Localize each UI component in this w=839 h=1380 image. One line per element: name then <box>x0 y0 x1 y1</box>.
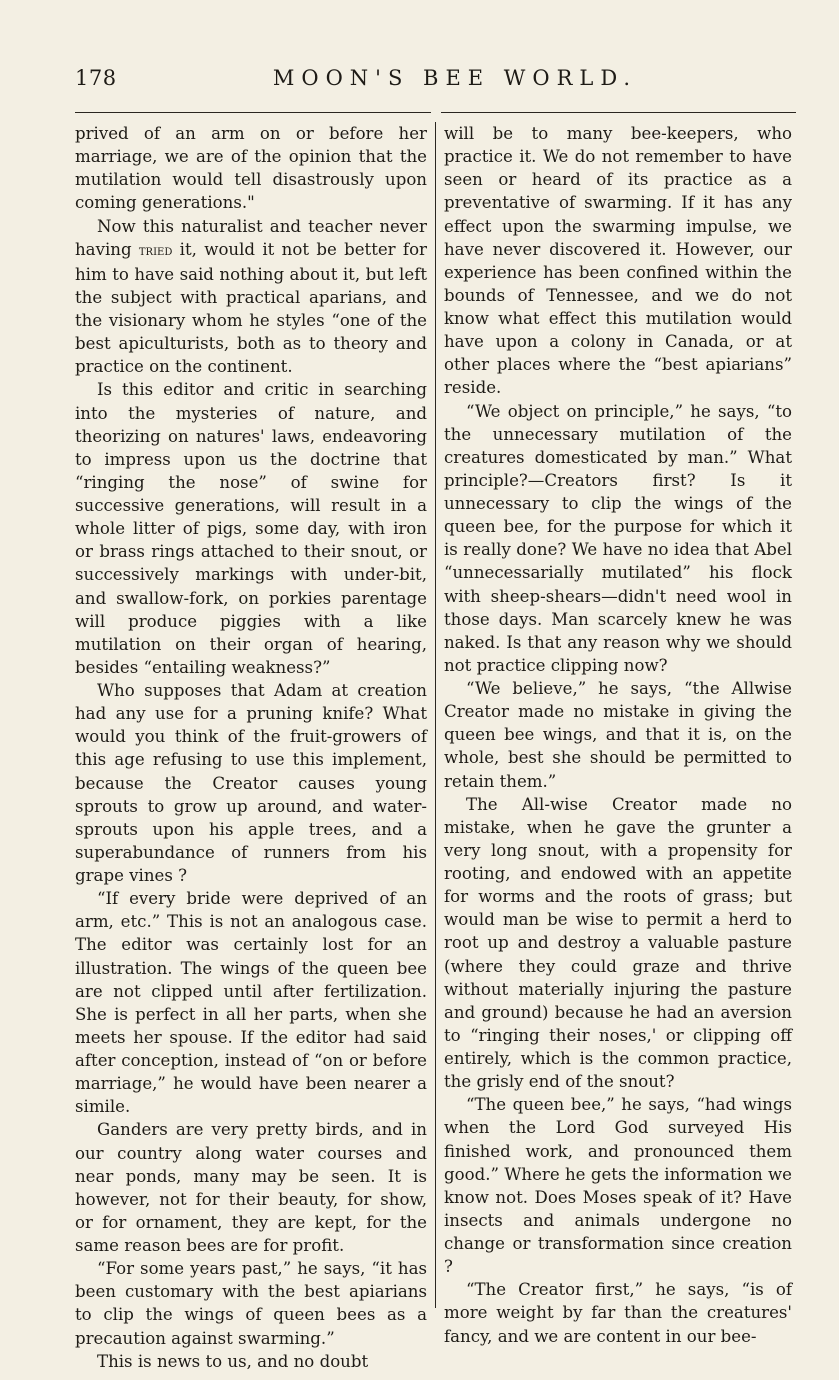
right-column <box>444 122 792 1348</box>
paragraph: “We believe,” he says, “the Allwise Creator made no mistake in giving the queen bee wings, and that it is, on the whole, best she should be permitted to retain them.” <box>444 679 792 791</box>
page-number: 178 <box>75 66 117 90</box>
header-rule-left <box>75 112 431 113</box>
column-divider <box>435 122 436 1308</box>
paragraph: “The queen bee,” he says, “had wings when the Lord God surveyed His finished work, and pronounced them good.” Where he gets the information we know not. Does Moses speak of it? Have insects and animals undergone no change or transformation since creation ? <box>444 1095 792 1277</box>
paragraph: The All-wise Creator made no mistake, when he gave the grunter a very long snout, with a propensity for rooting, and endowed with an appetite for worms and the roots of grass; but would man be wise to permit a herd to root up and destroy a valuable pasture (where they could graze and thrive without materially injuring the pasture and ground) because he had an aversion to “ringing their noses,' or clipping off entirely, which is the common practice, the grisly end of the snout? <box>444 794 792 1092</box>
text-run: it, would it not be better for him to have said nothing about it, but left the subject with practical aparians, and the visionary whom he styles “one of the best apiculturists, both as to theory and practice on the continent. <box>75 239 427 377</box>
header-rule-right <box>441 112 796 113</box>
paragraph: “For some years past,” he says, “it has been customary with the best apiarians to clip the wings of queen bees as a precaution against swarming.” <box>75 1259 427 1348</box>
small-caps-text: tried <box>138 242 173 259</box>
page-header <box>75 66 795 96</box>
left-column <box>75 122 427 1373</box>
paragraph: Is this editor and critic in searching into the mysteries of nature, and theorizing on natures' laws, endeavoring to impress upon us the doctrine that “ringing the nose” of swine for successive generations, will result in a whole litter of pigs, some day, with iron or brass rings attached to their snout, or successively markings with under-bit, and swallow-fork, on porkies parentage will produce piggies with a like mutilation on their organ of hearing, besides “entailing weakness?” <box>75 380 427 677</box>
paragraph <box>75 215 427 379</box>
paragraph: prived of an arm on or before her marriage, we are of the opinion that the mutilation would tell disastrously upon coming generations." <box>75 124 427 213</box>
paragraph: “The Creator first,” he says, “is of more weight by far than the creatures' fancy, and we are content in our bee- <box>444 1280 792 1346</box>
paragraph: will be to many bee-keepers, who practice it. We do not remember to have seen or heard of its practice as a preventative of swarming. If it has any effect upon the swarming impulse, we have never discovered it. However, our experience has been confined within the bounds of Tennessee, and we do not know what effect this mutilation would have upon a colony in Canada, or at other places where the “best apiarians” reside. <box>444 124 792 398</box>
paragraph: Who supposes that Adam at creation had any use for a pruning knife? What would you think of the fruit-growers of this age refusing to use this implement, because the Creator causes young sprouts to grow up around, and water-sprouts upon his apple trees, and a superabundance of runners from his grape vines ? <box>75 681 427 885</box>
paragraph: “If every bride were deprived of an arm, etc.” This is not an analogous case. The editor was certainly lost for an illustration. The wings of the queen bee are not clipped until after fertilization. She is perfect in all her parts, when she meets her spouse. If the editor had said after conception, instead of “on or before marriage,” he would have been nearer a simile. <box>75 889 427 1117</box>
text-run: Now this naturalist and teacher never having <box>75 216 427 259</box>
paragraph: This is news to us, and no doubt <box>97 1351 369 1371</box>
running-title: MOON'S BEE WORLD. <box>272 66 638 90</box>
paragraph: Ganders are very pretty birds, and in our country along water courses and near ponds, many may be seen. It is however, not for their beauty, for show, or for ornament, they are kept, for the same reason bees are for profit. <box>75 1120 427 1255</box>
paragraph: “We object on principle,” he says, “to the unnecessary mutilation of the creatures domesticated by man.” What principle?—Creators first? Is it unnecessary to clip the wings of the queen bee, for the purpose for which it is really done? We have no idea that Abel “unnecessarially mutilated” his flock with sheep-shears—didn't need wool in those days. Man scarcely knew he was naked. Is that any reason why we should not practice clipping now? <box>444 401 792 675</box>
